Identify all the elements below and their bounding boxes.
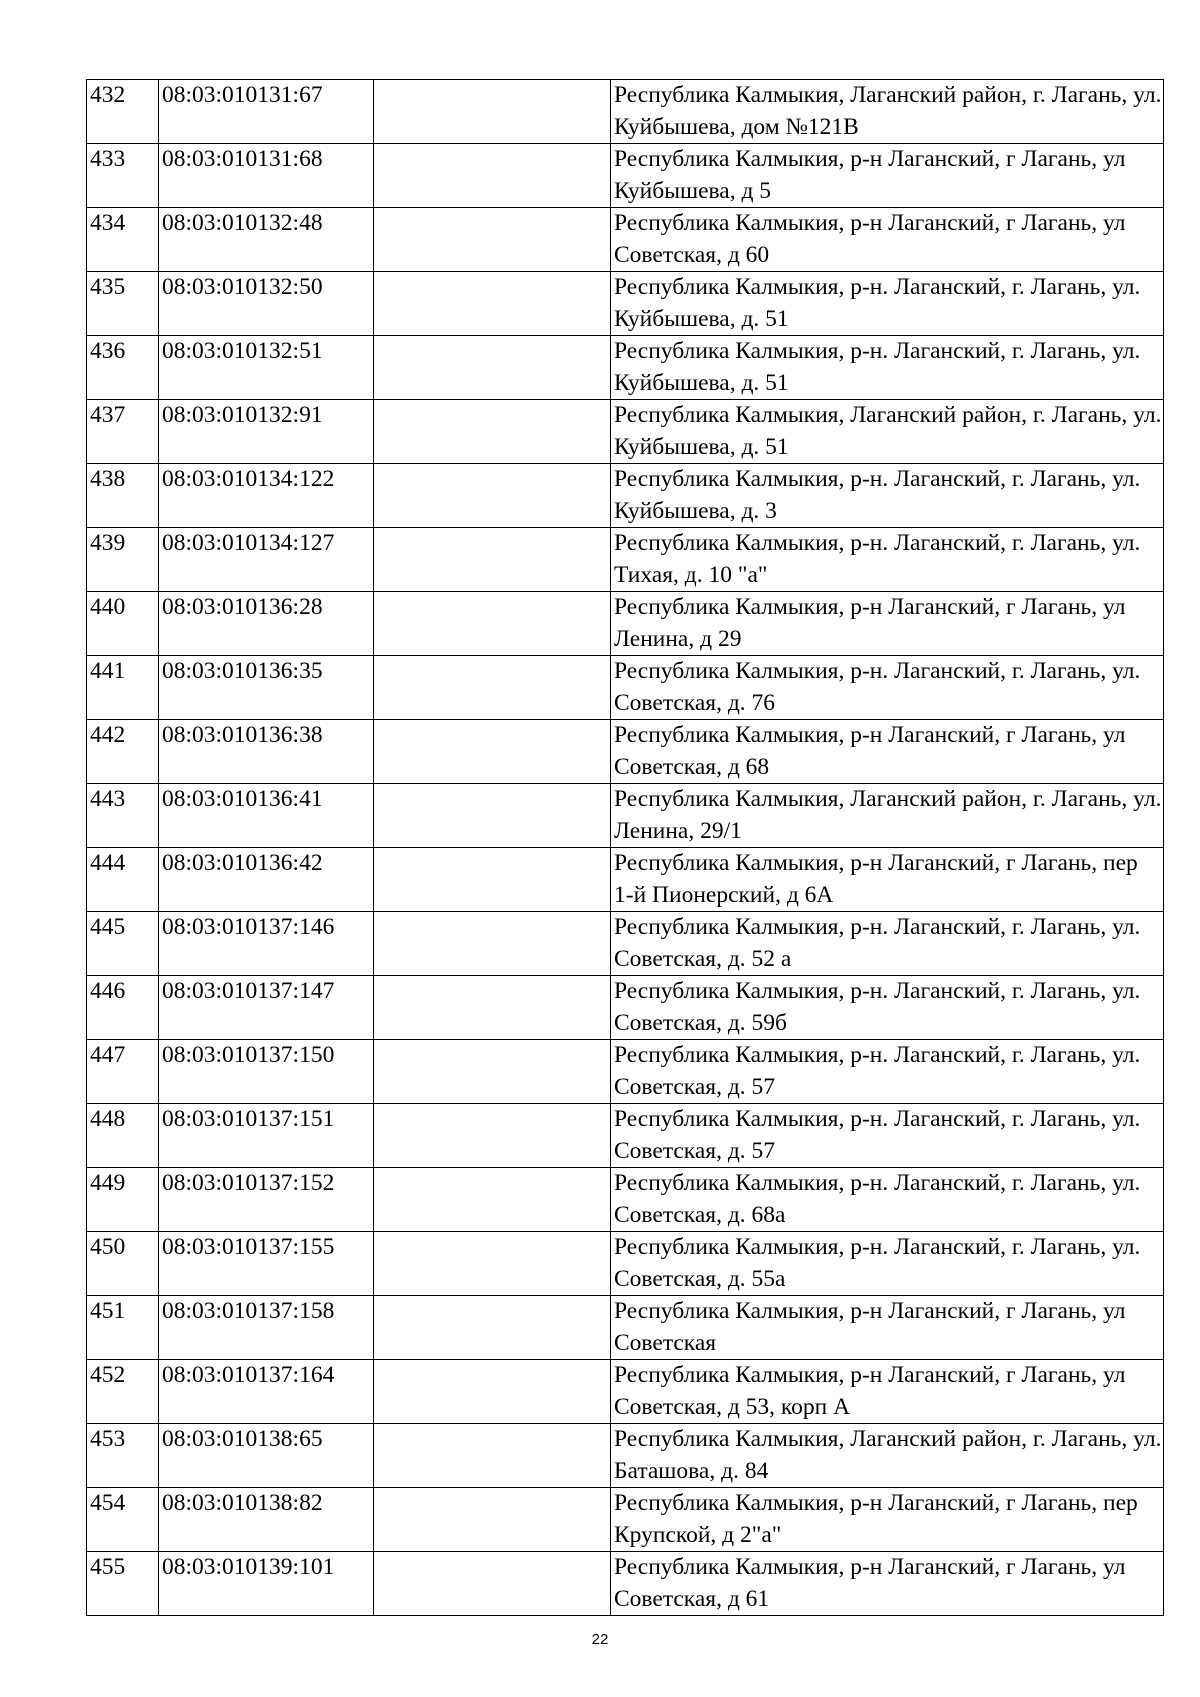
address-cell: Республика Калмыкия, р-н Лаганский, г Лагань, пер 1-й Пионерский, д 6А [611,848,1164,912]
table-row [87,848,1164,912]
table-row [87,1040,1164,1104]
empty-cell [374,528,611,592]
row-number-cell: 443 [87,784,159,848]
row-number-cell: 434 [87,208,159,272]
row-number-cell: 440 [87,592,159,656]
cadastral-number-cell: 08:03:010137:151 [159,1104,374,1168]
address-cell: Республика Калмыкия, р-н. Лаганский, г. Лагань, ул. Советская, д. 57 [611,1040,1164,1104]
table-row [87,1104,1164,1168]
row-number-cell: 447 [87,1040,159,1104]
cadastral-number-cell: 08:03:010137:146 [159,912,374,976]
table-row [87,272,1164,336]
empty-cell [374,464,611,528]
table-row [87,1424,1164,1488]
empty-cell [374,1424,611,1488]
cadastral-number-cell: 08:03:010138:82 [159,1488,374,1552]
row-number-cell: 437 [87,400,159,464]
cadastral-number-cell: 08:03:010131:68 [159,144,374,208]
empty-cell [374,1232,611,1296]
empty-cell [374,144,611,208]
row-number-cell: 450 [87,1232,159,1296]
address-cell: Республика Калмыкия, р-н. Лаганский, г. Лагань, ул. Куйбышева, д. 51 [611,336,1164,400]
empty-cell [374,592,611,656]
table-row [87,464,1164,528]
cadastral-number-cell: 08:03:010136:38 [159,720,374,784]
cadastral-number-cell: 08:03:010137:150 [159,1040,374,1104]
empty-cell [374,272,611,336]
table-row [87,400,1164,464]
address-cell: Республика Калмыкия, р-н. Лаганский, г. Лагань, ул. Советская, д. 52 а [611,912,1164,976]
cadastral-number-cell: 08:03:010136:35 [159,656,374,720]
address-cell: Республика Калмыкия, Лаганский район, г. Лагань, ул. Куйбышева, д. 51 [611,400,1164,464]
address-cell: Республика Калмыкия, р-н. Лаганский, г. Лагань, ул. Тихая, д. 10 "а" [611,528,1164,592]
table-row [87,1360,1164,1424]
row-number-cell: 453 [87,1424,159,1488]
row-number-cell: 439 [87,528,159,592]
table-row [87,528,1164,592]
cadastral-number-cell: 08:03:010131:67 [159,80,374,144]
cadastral-number-cell: 08:03:010136:28 [159,592,374,656]
empty-cell [374,336,611,400]
table-row [87,1552,1164,1616]
row-number-cell: 432 [87,80,159,144]
address-cell: Республика Калмыкия, р-н. Лаганский, г. Лагань, ул. Советская, д. 57 [611,1104,1164,1168]
page-number: 22 [591,1631,609,1648]
address-cell: Республика Калмыкия, р-н. Лаганский, г. Лагань, ул. Советская, д. 76 [611,656,1164,720]
row-number-cell: 441 [87,656,159,720]
cadastral-number-cell: 08:03:010138:65 [159,1424,374,1488]
table-row [87,720,1164,784]
empty-cell [374,912,611,976]
empty-cell [374,1488,611,1552]
row-number-cell: 446 [87,976,159,1040]
row-number-cell: 436 [87,336,159,400]
cadastral-number-cell: 08:03:010137:147 [159,976,374,1040]
cadastral-number-cell: 08:03:010134:122 [159,464,374,528]
empty-cell [374,720,611,784]
table-row [87,1488,1164,1552]
empty-cell [374,1360,611,1424]
address-cell: Республика Калмыкия, р-н Лаганский, г Лагань, ул Куйбышева, д 5 [611,144,1164,208]
registry-table [86,79,1164,1616]
address-cell: Республика Калмыкия, р-н Лаганский, г Лагань, ул Советская, д 60 [611,208,1164,272]
row-number-cell: 442 [87,720,159,784]
empty-cell [374,976,611,1040]
address-cell: Республика Калмыкия, р-н. Лаганский, г. Лагань, ул. Куйбышева, д. 3 [611,464,1164,528]
address-cell: Республика Калмыкия, р-н. Лаганский, г. Лагань, ул. Советская, д. 59б [611,976,1164,1040]
address-cell: Республика Калмыкия, Лаганский район, г. Лагань, ул. Ленина, 29/1 [611,784,1164,848]
row-number-cell: 444 [87,848,159,912]
table-row [87,656,1164,720]
cadastral-number-cell: 08:03:010137:155 [159,1232,374,1296]
table-row [87,80,1164,144]
address-cell: Республика Калмыкия, р-н Лаганский, г Лагань, ул Советская, д 68 [611,720,1164,784]
table-row [87,912,1164,976]
row-number-cell: 449 [87,1168,159,1232]
empty-cell [374,1040,611,1104]
cadastral-number-cell: 08:03:010137:158 [159,1296,374,1360]
address-cell: Республика Калмыкия, р-н Лаганский, г Лагань, ул Советская, д 61 [611,1552,1164,1616]
address-cell: Республика Калмыкия, р-н Лаганский, г Лагань, ул Советская [611,1296,1164,1360]
empty-cell [374,1104,611,1168]
table-row [87,336,1164,400]
empty-cell [374,1168,611,1232]
empty-cell [374,656,611,720]
table-row [87,144,1164,208]
address-cell: Республика Калмыкия, Лаганский район, г. Лагань, ул. Куйбышева, дом №121В [611,80,1164,144]
cadastral-number-cell: 08:03:010136:42 [159,848,374,912]
row-number-cell: 455 [87,1552,159,1616]
row-number-cell: 433 [87,144,159,208]
cadastral-number-cell: 08:03:010132:48 [159,208,374,272]
table-row [87,208,1164,272]
cadastral-number-cell: 08:03:010137:152 [159,1168,374,1232]
row-number-cell: 448 [87,1104,159,1168]
cadastral-number-cell: 08:03:010137:164 [159,1360,374,1424]
table-row [87,1168,1164,1232]
table-row [87,1296,1164,1360]
cadastral-number-cell: 08:03:010134:127 [159,528,374,592]
address-cell: Республика Калмыкия, р-н. Лаганский, г. Лагань, ул. Советская, д. 55а [611,1232,1164,1296]
address-cell: Республика Калмыкия, р-н. Лаганский, г. Лагань, ул. Советская, д. 68а [611,1168,1164,1232]
empty-cell [374,1552,611,1616]
cadastral-number-cell: 08:03:010132:51 [159,336,374,400]
empty-cell [374,400,611,464]
table-row [87,1232,1164,1296]
registry-table-body [87,80,1164,1616]
empty-cell [374,848,611,912]
cadastral-number-cell: 08:03:010132:50 [159,272,374,336]
row-number-cell: 445 [87,912,159,976]
address-cell: Республика Калмыкия, р-н Лаганский, г Лагань, ул Советская, д 53, корп А [611,1360,1164,1424]
row-number-cell: 435 [87,272,159,336]
row-number-cell: 438 [87,464,159,528]
empty-cell [374,1296,611,1360]
address-cell: Республика Калмыкия, Лаганский район, г. Лагань, ул. Баташова, д. 84 [611,1424,1164,1488]
row-number-cell: 451 [87,1296,159,1360]
address-cell: Республика Калмыкия, р-н Лаганский, г Лагань, ул Ленина, д 29 [611,592,1164,656]
empty-cell [374,784,611,848]
address-cell: Республика Калмыкия, р-н. Лаганский, г. Лагань, ул. Куйбышева, д. 51 [611,272,1164,336]
empty-cell [374,80,611,144]
table-row [87,784,1164,848]
row-number-cell: 452 [87,1360,159,1424]
cadastral-number-cell: 08:03:010136:41 [159,784,374,848]
table-row [87,976,1164,1040]
row-number-cell: 454 [87,1488,159,1552]
table-row [87,592,1164,656]
cadastral-number-cell: 08:03:010132:91 [159,400,374,464]
address-cell: Республика Калмыкия, р-н Лаганский, г Лагань, пер Крупской, д 2"а" [611,1488,1164,1552]
empty-cell [374,208,611,272]
cadastral-number-cell: 08:03:010139:101 [159,1552,374,1616]
